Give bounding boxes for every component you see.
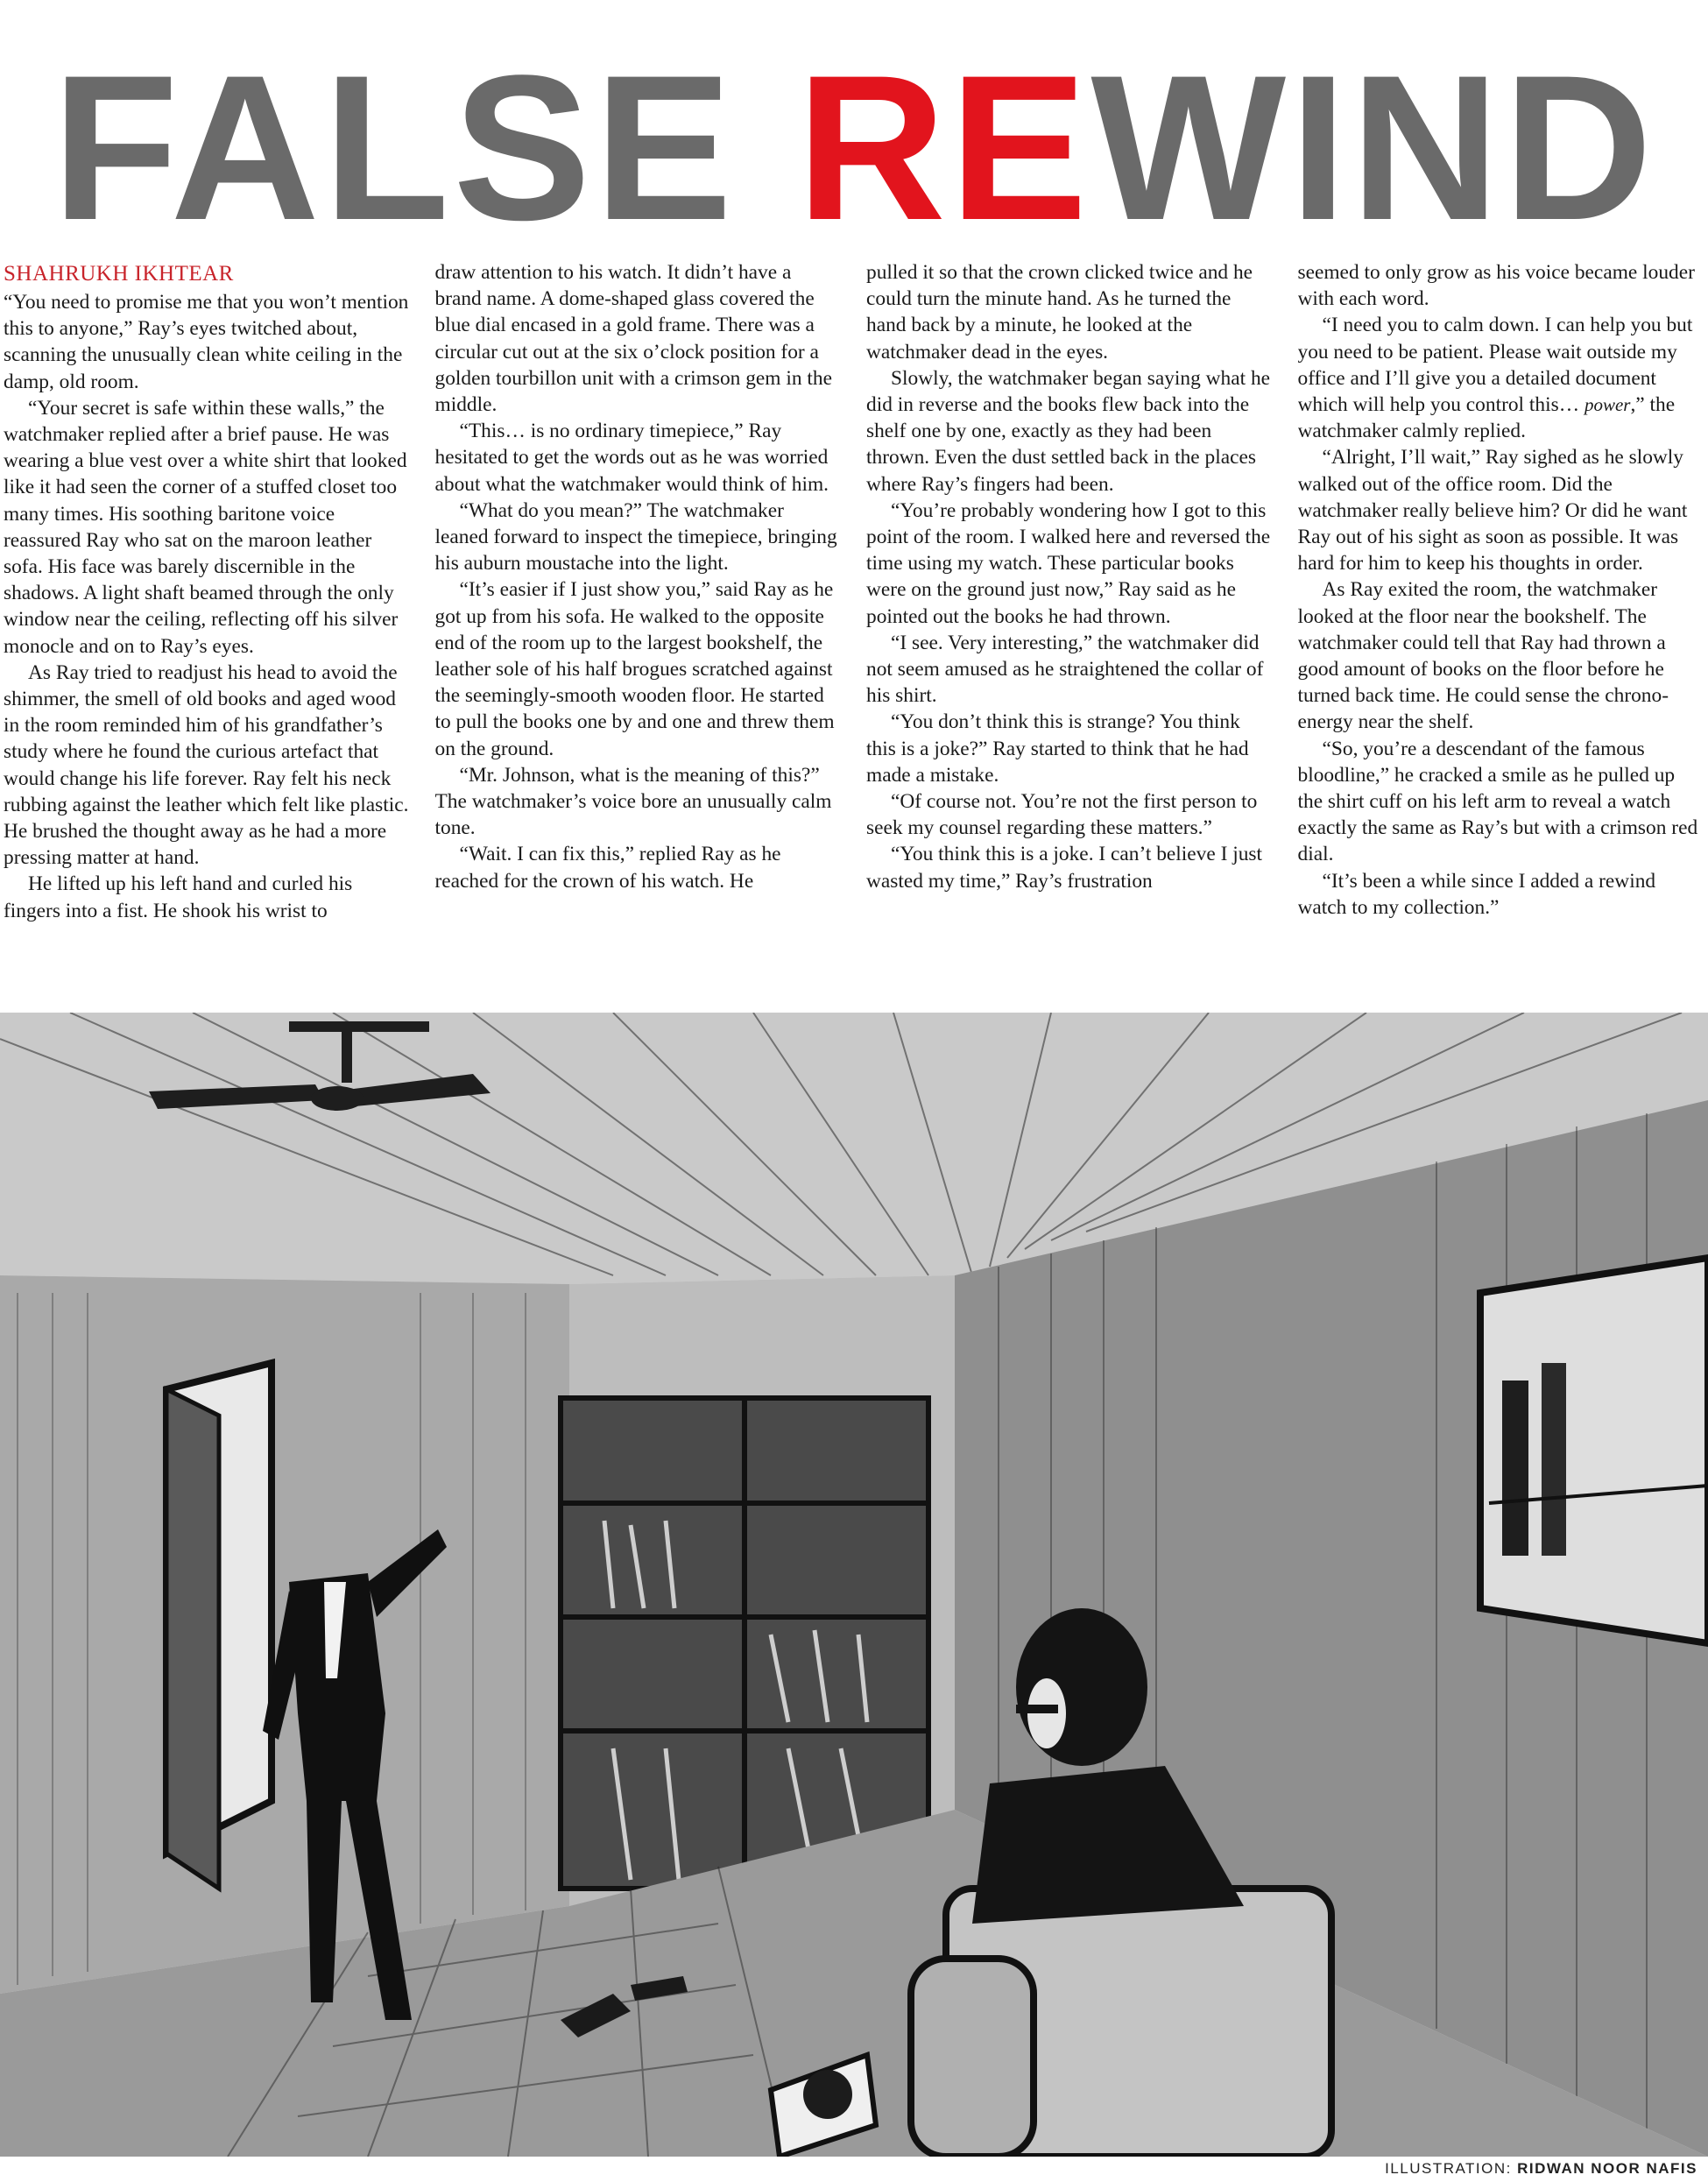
paragraph-text: “I need you to calm down. I can help you but you need to be patient. Please wait outside my office and I’ll give you a detailed document which will help you control this…: [1297, 314, 1693, 417]
paragraph: “You’re probably wondering how I got to this point of the room. I walked here and reversed the time using my watch. These particular books were on the ground just now,” Ray said as he pointed out the books he had thrown.: [866, 498, 1271, 628]
paragraph: pulled it so that the crown clicked twice and he could turn the minute hand. As he turned the hand back by a minute, he looked at the watchmaker dead in the eyes.: [866, 261, 1253, 364]
article-body: [0, 259, 1708, 1006]
paragraph: “You need to promise me that you won’t mention this to anyone,” Ray’s eyes twitched about, scanning the unusually clean white ceiling in the damp, old room.: [4, 291, 409, 393]
column-2: [435, 259, 843, 1006]
paragraph: “Wait. I can fix this,” replied Ray as he reached for the crown of his watch. He: [434, 843, 781, 893]
headline: [0, 32, 1708, 264]
paragraph: “Your secret is safe within these walls,” the watchmaker replied after a brief pause. He was wearing a blue vest over a white shirt that looked like it had seen the corner of a stuffed closet too many times. His soothing baritone voice reassured Ray who sat on the maroon leather sofa. His face was barely discernible in the shadows. A light shaft beamed through the only window near the ceiling, reflecting off his silver monocle and on to Ray’s eyes.: [4, 396, 407, 658]
paragraph: As Ray tried to readjust his head to avoid the shimmer, the smell of old books and aged wood in the room reminded him of his grandfather’s study where he found the curious artefact that would change his life forever. Ray felt his neck rubbing against the leather which felt like plastic. He brushed the thought away as he had a more pressing matter at hand.: [4, 660, 409, 870]
wall-painting: [1480, 1258, 1708, 1643]
paragraph: Slowly, the watchmaker began saying what he did in reverse and the books flew back into the shelf one by one, exactly as they had been thrown. Even the dust settled back in the places where Ray’s fingers had been.: [866, 366, 1271, 496]
italic-word: power: [1584, 394, 1631, 416]
credit-name: RIDWAN NOOR NAFIS: [1517, 2160, 1697, 2177]
paragraph: “What do you mean?” The watchmaker leaned forward to inspect the timepiece, bringing his auburn moustache into the light.: [434, 498, 837, 576]
headline-part-false: FALSE: [52, 32, 797, 264]
paragraph: “Mr. Johnson, what is the meaning of this?” The watchmaker’s voice bore an unusually calm tone.: [434, 763, 832, 840]
sofa: [911, 1889, 1331, 2157]
byline: SHAHRUKH IKHTEAR: [4, 262, 234, 286]
paragraph: “Alright, I’ll wait,” Ray sighed as he slowly walked out of the office room. Did the watchmaker really believe him? Or did he want Ray out of his sight as soon as possible. It was hard for him to keep his thoughts in order.: [1297, 446, 1688, 576]
paragraph: “This… is no ordinary timepiece,” Ray hesitated to get the words out as he was worried about what the watchmaker would think of him.: [434, 420, 829, 496]
illustration-drawing: [0, 1013, 1708, 2157]
paragraph: “It’s been a while since I added a rewind watch to my collection.”: [1297, 869, 1656, 919]
paragraph: As Ray exited the room, the watchmaker looked at the floor near the bookshelf. The watchmaker could tell that Ray had thrown a good amount of books on the floor before he turned back time. He could sense the chrono-energy near the shelf.: [1297, 578, 1669, 734]
headline-part-re: RE: [796, 32, 1091, 264]
paragraph: draw attention to his watch. It didn’t have a brand name. A dome-shaped glass covered the blue dial encased in a gold frame. There was a circular cut out at the six o’clock position for a golden tourbillon unit with a crimson gem in the middle.: [434, 261, 832, 417]
paragraph: “You think this is a joke. I can’t believe I just wasted my time,” Ray’s frustration: [866, 843, 1263, 893]
column-1: [4, 259, 411, 1006]
paragraph: “Of course not. You’re not the first person to seek my counsel regarding these matters.”: [866, 790, 1258, 840]
column-3: [866, 259, 1274, 1006]
paragraph: He lifted up his left hand and curled his fingers into a fist. He shook his wrist to: [4, 872, 353, 922]
paragraph: “So, you’re a descendant of the famous bloodline,” he cracked a smile as he pulled up the shirt cuff on his left arm to reveal a watch exactly the same as Ray’s but with a crimson red dial.: [1297, 737, 1698, 866]
paragraph: “It’s easier if I just show you,” said Ray as he got up from his sofa. He walked to the opposite end of the room up to the largest bookshelf, the leather sole of his half brogues scratched against the seemingly-smooth wooden floor. He started to pull the books one by and one and threw them on the ground.: [434, 578, 835, 760]
paragraph: [1298, 312, 1705, 444]
column-4: [1298, 259, 1705, 1006]
paragraph: seemed to only grow as his voice became louder with each word.: [1297, 261, 1695, 311]
credit-label: ILLUSTRATION:: [1385, 2160, 1518, 2177]
paragraph: “I see. Very interesting,” the watchmaker did not seem amused as he straightened the collar of his shirt.: [866, 631, 1264, 708]
paragraph: “You don’t think this is strange? You think this is a joke?” Ray started to think that he had made a mistake.: [866, 710, 1249, 787]
door: [166, 1389, 219, 1889]
illustration-credit: [1385, 2158, 1697, 2179]
headline-part-wind: WIND: [1090, 32, 1656, 264]
paragraph-text: ,” the watchmaker calmly replied.: [1297, 393, 1676, 443]
bookshelf: [561, 1398, 928, 1889]
story-illustration: [0, 1013, 1708, 2157]
